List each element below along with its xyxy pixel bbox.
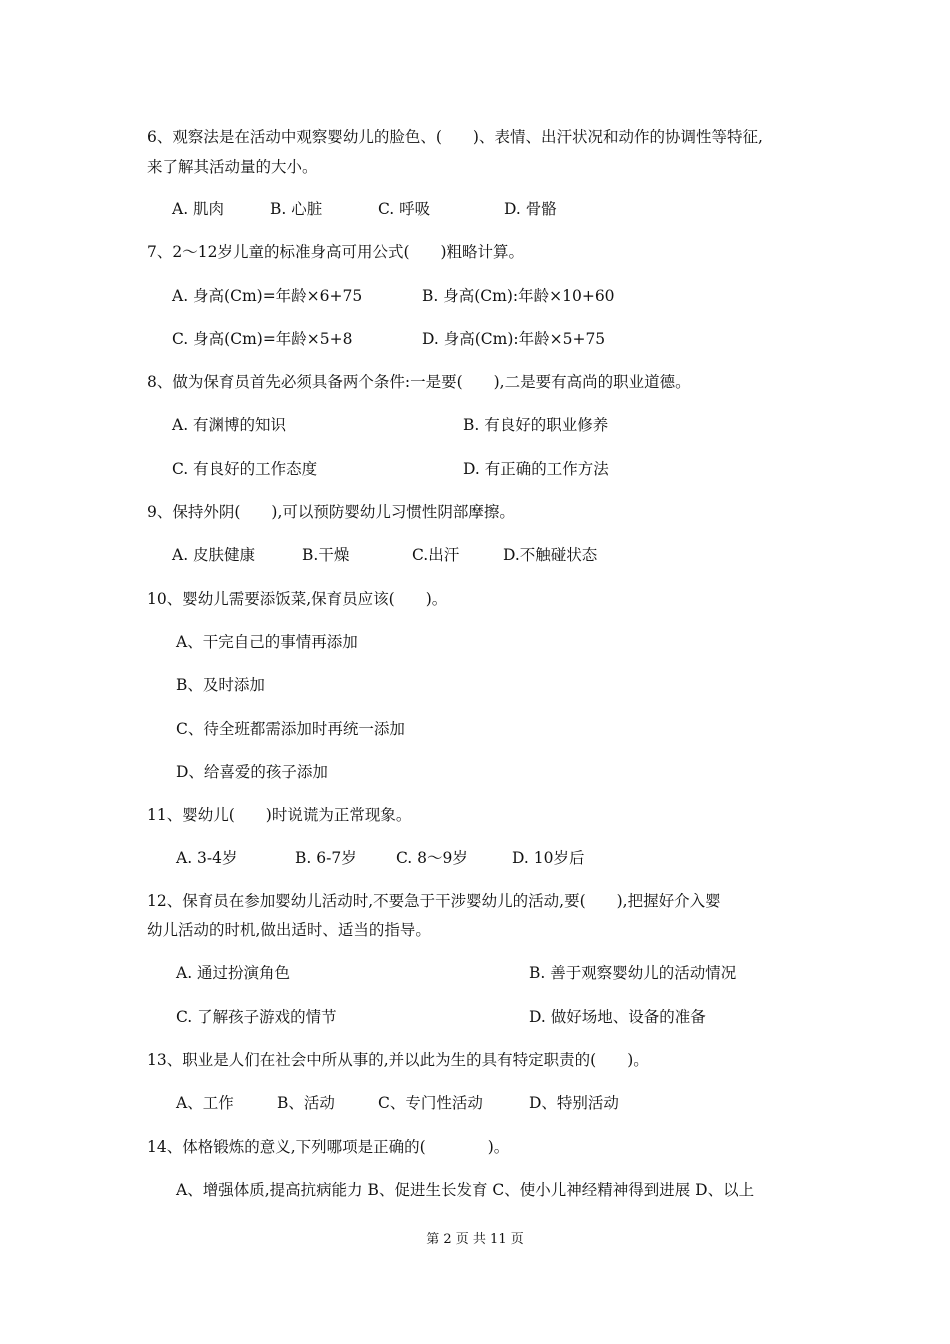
option-a: A. 有渊博的知识	[172, 416, 287, 434]
question-stem: 7、2～12岁儿童的标准身高可用公式( )粗略计算。	[147, 243, 525, 261]
option-b: B. 6-7岁	[295, 849, 357, 867]
question-stem: 6、观察法是在活动中观察婴幼儿的脸色、( )、表情、出汗状况和动作的协调性等特征,	[147, 128, 763, 146]
option-b: B、及时添加	[176, 676, 265, 694]
option-b: B. 心脏	[270, 200, 323, 218]
option-d: D.不触碰状态	[503, 546, 598, 564]
option-a: A. 3-4岁	[176, 849, 238, 867]
question-stem: 9、保持外阴( ),可以预防婴幼儿习惯性阴部摩擦。	[147, 503, 515, 521]
option-b: B.干燥	[302, 546, 350, 564]
option-a: A、工作	[176, 1094, 234, 1112]
question-stem: 幼儿活动的时机,做出适时、适当的指导。	[147, 921, 431, 939]
option-b: B. 身高(Cm):年龄×10+60	[422, 287, 615, 305]
question-stem: 12、保育员在参加婴幼儿活动时,不要急于干涉婴幼儿的活动,要( ),把握好介入婴	[147, 892, 721, 910]
option-b: B. 善于观察婴幼儿的活动情况	[529, 964, 737, 982]
question-stem: 14、体格锻炼的意义,下列哪项是正确的( )。	[147, 1138, 510, 1156]
option-d: D. 骨骼	[504, 200, 557, 218]
option-c: C、待全班都需添加时再统一添加	[176, 720, 405, 738]
options-line: A、增强体质,提高抗病能力 B、促进生长发育 C、使小儿神经精神得到进展 D、以上	[176, 1181, 755, 1199]
question-stem: 10、婴幼儿需要添饭菜,保育员应该( )。	[147, 590, 448, 608]
option-d: D. 有正确的工作方法	[463, 460, 609, 478]
option-b: B、活动	[277, 1094, 335, 1112]
question-stem: 13、职业是人们在社会中所从事的,并以此为生的具有特定职责的( )。	[147, 1051, 649, 1069]
option-b: B. 有良好的职业修养	[463, 416, 609, 434]
option-a: A. 皮肤健康	[172, 546, 256, 564]
page-footer: 第 2 页 共 11 页	[426, 1232, 524, 1247]
option-c: C. 了解孩子游戏的情节	[176, 1008, 337, 1026]
option-d: D. 做好场地、设备的准备	[529, 1008, 706, 1026]
option-a: A. 身高(Cm)=年龄×6+75	[172, 287, 363, 305]
question-stem: 来了解其活动量的大小。	[147, 158, 318, 176]
option-c: C. 8～9岁	[396, 849, 468, 867]
option-a: A. 肌肉	[172, 200, 225, 218]
option-c: C. 有良好的工作态度	[172, 460, 318, 478]
option-c: C.出汗	[412, 546, 460, 564]
option-a: A. 通过扮演角色	[176, 964, 291, 982]
option-d: D、给喜爱的孩子添加	[176, 763, 328, 781]
option-c: C、专门性活动	[378, 1094, 483, 1112]
option-d: D. 10岁后	[512, 849, 585, 867]
option-d: D. 身高(Cm):年龄×5+75	[422, 330, 606, 348]
option-a: A、干完自己的事情再添加	[176, 633, 358, 651]
option-d: D、特别活动	[529, 1094, 619, 1112]
option-c: C. 身高(Cm)=年龄×5+8	[172, 330, 353, 348]
question-stem: 8、做为保育员首先必须具备两个条件:一是要( ),二是要有高尚的职业道德。	[147, 373, 691, 391]
question-stem: 11、婴幼儿( )时说谎为正常现象。	[147, 806, 412, 824]
option-c: C. 呼吸	[378, 200, 431, 218]
